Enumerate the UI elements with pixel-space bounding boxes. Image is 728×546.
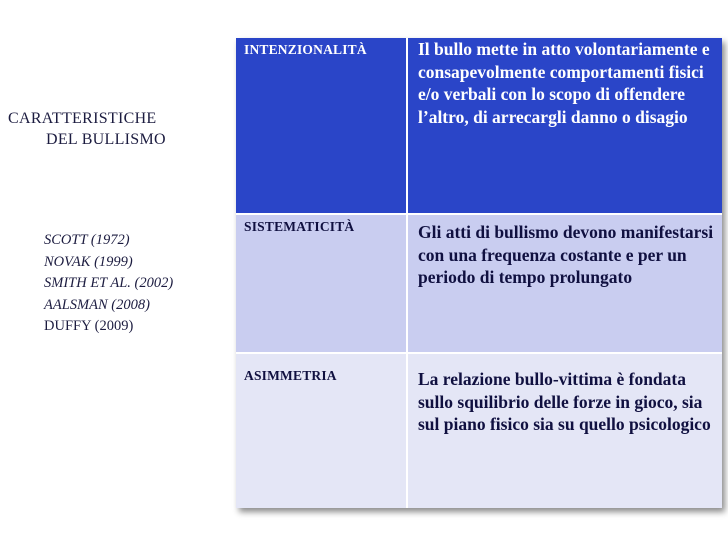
table-cell-label: INTENZIONALITÀ xyxy=(236,38,408,213)
slide-title-line-1: CARATTERISTICHE xyxy=(8,110,157,127)
references-list xyxy=(44,230,173,338)
characteristics-table xyxy=(236,38,722,508)
reference-item: SMITH ET AL. (2002) xyxy=(44,275,174,291)
table-cell-label: ASIMMETRIA xyxy=(236,354,408,508)
reference-item: DUFFY (2009) xyxy=(44,318,134,334)
slide-title-line-2: DEL BULLISMO xyxy=(46,131,166,148)
table-cell-description: Gli atti di bullismo devono manifestarsi con una frequenza costante e per un periodo di tempo prolungato xyxy=(418,222,714,287)
reference-item: NOVAK (1999) xyxy=(44,253,133,270)
slide-title xyxy=(8,108,223,150)
reference-item: SCOTT (1972) xyxy=(44,232,130,248)
table-row-asimmetria xyxy=(236,354,722,508)
table-cell-description: Il bullo mette in atto volontariamente e consapevolmente comportamenti fisici e/o verbali con lo scopo di offendere l’altro, di arrecargli danno o disagio xyxy=(418,39,710,127)
table-row-sistematicita xyxy=(236,215,722,352)
reference-item: AALSMAN (2008) xyxy=(44,296,150,313)
table-cell-description: La relazione bullo-vittima è fondata sullo squilibrio delle forze in gioco, sia sul piano fisico sia su quello psicologico xyxy=(418,369,711,434)
table-cell-label: SISTEMATICITÀ xyxy=(236,215,408,352)
table-row-intenzionalita xyxy=(236,38,722,213)
